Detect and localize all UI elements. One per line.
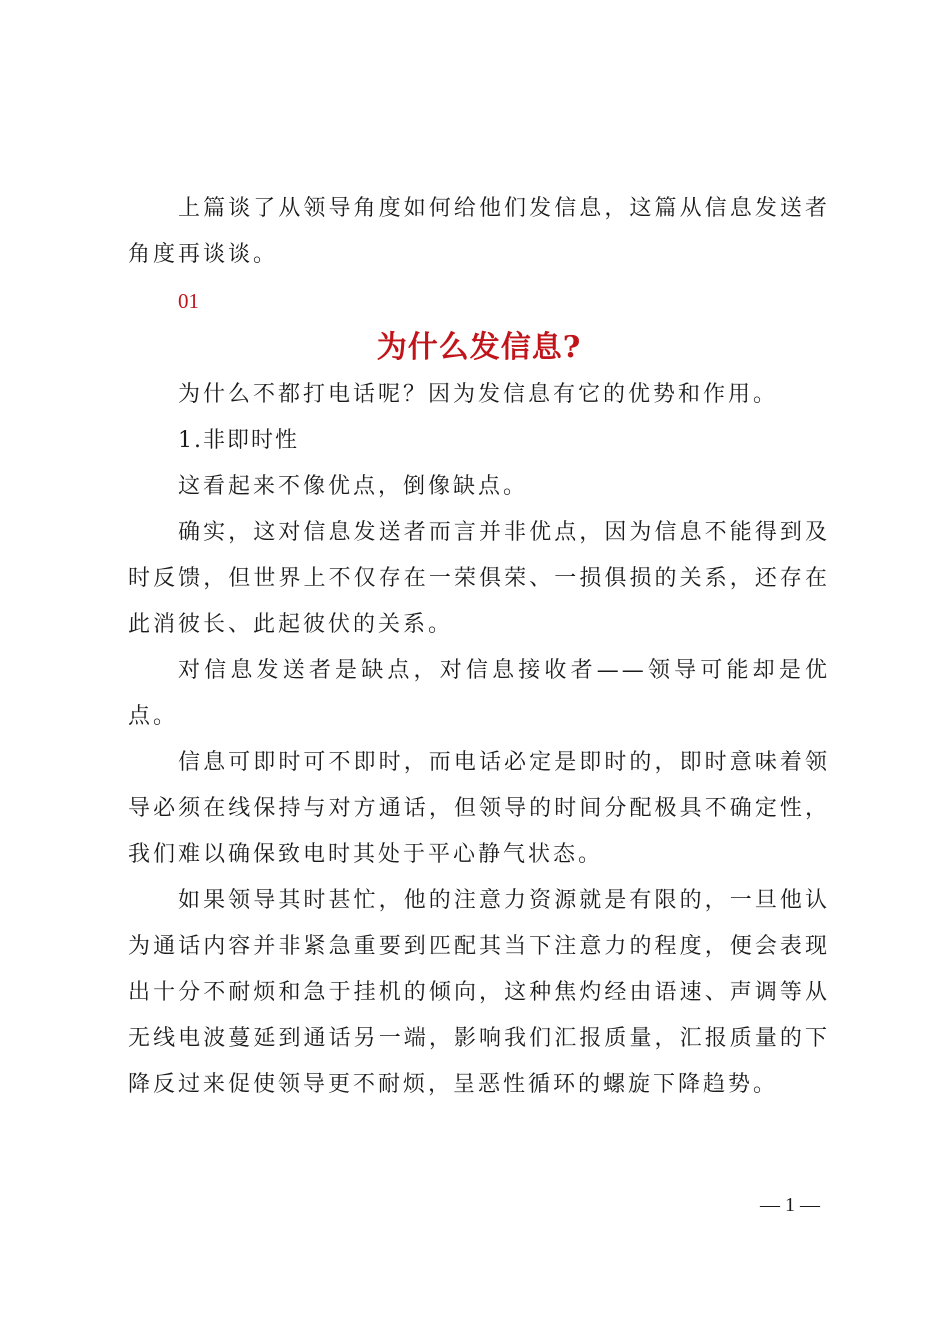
section-number: 01 — [178, 289, 199, 313]
subheading: 1.非即时性 — [178, 428, 299, 453]
section-title: 为什么发信息? — [376, 330, 582, 365]
body-paragraph: 信息可即时可不即时，而电话必定是即时的，即时意味着领导必须在线保持与对方通话，但领导的时间分配极具不确定性，我们难以确保致电时其处于平心静气状态。 — [128, 750, 830, 867]
body-paragraph: 如果领导其时甚忙，他的注意力资源就是有限的，一旦他认为通话内容并非紧急重要到匹配其当下注意力的程度，便会表现出十分不耐烦和急于挂机的倾向，这种焦灼经由语速、声调等从无线电波蔓延到通话另一端，影响我们汇报质量，汇报质量的下降反过来促使领导更不耐烦，呈恶性循环的螺旋下降趋势。 — [128, 888, 830, 1097]
body-paragraph: 确实，这对信息发送者而言并非优点，因为信息不能得到及时反馈，但世界上不仅存在一荣俱荣、一损俱损的关系，还存在此消彼长、此起彼伏的关系。 — [128, 520, 830, 637]
intro-paragraph: 为什么不都打电话呢？因为发信息有它的优势和作用。 — [178, 382, 779, 407]
page-number: — 1 — — [760, 1194, 820, 1216]
body-paragraph: 这看起来不像优点，倒像缺点。 — [178, 474, 529, 499]
opening-paragraph: 上篇谈了从领导角度如何给他们发信息，这篇从信息发送者角度再谈谈。 — [128, 196, 830, 267]
body-paragraph: 对信息发送者是缺点，对信息接收者——领导可能却是优点。 — [128, 658, 830, 729]
document-body — [128, 186, 830, 1108]
